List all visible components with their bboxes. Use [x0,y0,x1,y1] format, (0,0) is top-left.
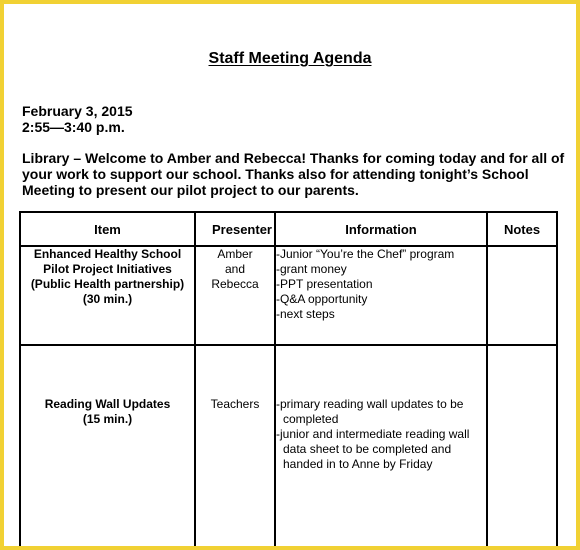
item-line: Reading Wall Updates [44,397,171,411]
header-presenter: Presenter [195,212,275,246]
presenter-line: and [224,262,246,276]
info-line: -next steps [276,307,335,321]
info-line: -Junior “You’re the Chef” program [276,247,455,261]
presenter-cell [195,246,275,345]
presenter-line: Rebecca [211,277,259,291]
agenda-table [19,211,558,550]
header-item: Item [20,212,195,246]
information-cell [275,246,487,345]
info-line: handed in to Anne by Friday [283,457,433,471]
item-line: Pilot Project Initiatives [43,262,172,276]
table-header-row [20,212,557,246]
info-line: -grant money [276,262,347,276]
item-line: (15 min.) [82,412,133,426]
info-line: completed [283,412,339,426]
notes-cell [487,345,557,550]
table-row [20,345,557,550]
info-line: -junior and intermediate reading wall [276,427,470,441]
meeting-date: February 3, 2015 [22,103,133,119]
presenter-cell [195,345,275,550]
table-row [20,246,557,345]
item-cell [20,345,195,550]
item-line: (30 min.) [82,292,133,306]
agenda-title: Staff Meeting Agenda [208,50,372,67]
presenter-line: Amber [217,247,253,261]
intro-line: your work to support our school. Thanks also for attending tonight’s School [22,166,529,182]
intro-line: Meeting to present our pilot project to our parents. [22,182,359,198]
item-cell [20,246,195,345]
header-notes: Notes [487,212,557,246]
info-line: -Q&A opportunity [276,292,368,306]
intro-paragraph [22,150,572,198]
information-cell [275,345,487,550]
presenter-line: Teachers [210,397,260,411]
notes-cell [487,246,557,345]
info-line: -primary reading wall updates to be [276,397,464,411]
intro-line: Library – Welcome to Amber and Rebecca! Thanks for coming today and for all of [22,150,565,166]
header-information: Information [275,212,487,246]
info-line: -PPT presentation [276,277,373,291]
item-line: (Public Health partnership) [30,277,185,291]
meeting-time: 2:55—3:40 p.m. [22,119,125,135]
info-line: data sheet to be completed and [283,442,452,456]
item-line: Enhanced Healthy School [33,247,182,261]
